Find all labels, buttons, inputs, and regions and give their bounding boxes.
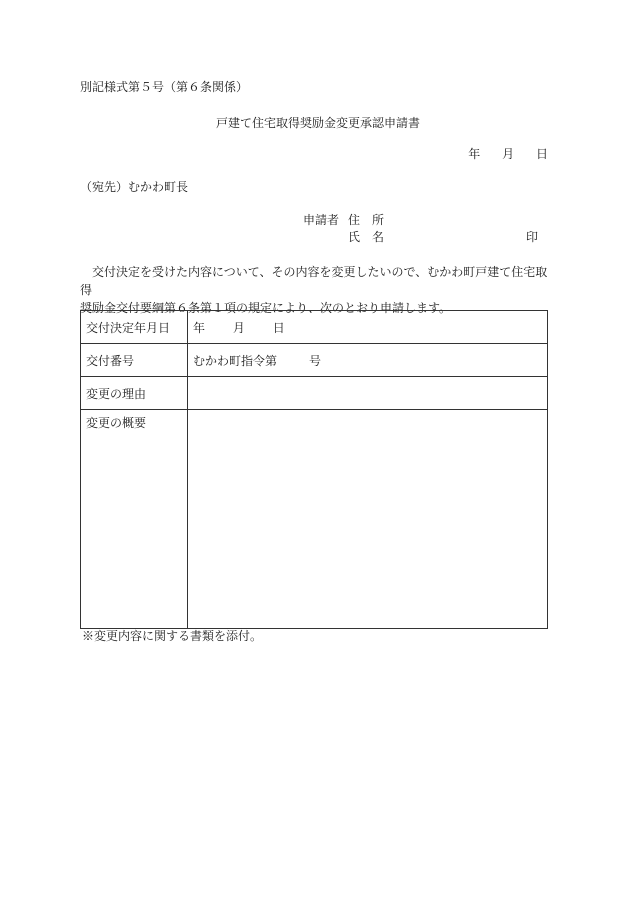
table-row [81, 344, 548, 377]
decision-date-field[interactable] [188, 311, 548, 344]
decision-date-day: 日 [272, 320, 285, 335]
grant-number-field[interactable] [188, 344, 548, 377]
attachment-note: ※変更内容に関する書類を添付。 [82, 629, 263, 643]
decision-date-year: 年 [193, 320, 206, 335]
change-reason-field[interactable] [188, 377, 548, 410]
table-label-change-summary: 変更の概要 [81, 410, 188, 629]
addressee: （宛先）むかわ町長 [80, 180, 189, 194]
body-line-1: 交付決定を受けた内容について、その内容を変更したいので、むかわ町戸建て住宅取得 [80, 265, 548, 297]
date-month-label: 月 [502, 147, 515, 161]
document-title: 戸建て住宅取得奨励金変更承認申請書 [215, 116, 420, 130]
table-row [81, 377, 548, 410]
date-year-label: 年 [468, 147, 481, 161]
body-line-2: 奨励金交付要綱第６条第１項の規定により、次のとおり申請します。 [80, 301, 452, 315]
table-label-decision-date: 交付決定年月日 [81, 311, 188, 344]
applicant-name-label: 氏 名 [348, 230, 385, 244]
table-label-change-reason: 変更の理由 [81, 377, 188, 410]
date-line [450, 147, 548, 161]
table-label-grant-number: 交付番号 [81, 344, 188, 377]
seal-mark: 印 [526, 230, 539, 244]
table-row [81, 410, 548, 629]
form-number: 別記様式第５号（第６条関係） [80, 80, 249, 94]
body-text [80, 263, 558, 317]
grant-number-prefix: むかわ町指令第 [193, 353, 278, 368]
table-row [81, 311, 548, 344]
grant-number-suffix: 号 [309, 353, 322, 368]
change-summary-field[interactable] [188, 410, 548, 629]
applicant-label: 申請者 [303, 213, 340, 227]
applicant-address-label: 住 所 [348, 213, 385, 227]
date-day-label: 日 [535, 147, 548, 161]
application-table [80, 310, 548, 629]
decision-date-month: 月 [232, 320, 245, 335]
